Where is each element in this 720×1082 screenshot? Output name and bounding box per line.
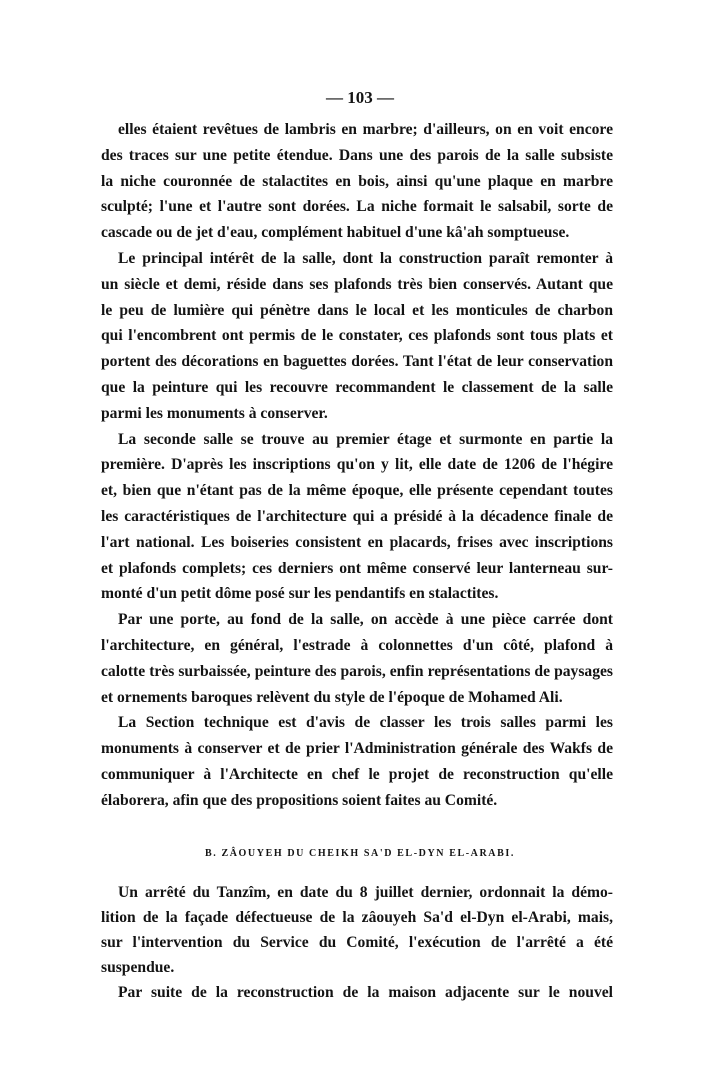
text-line: calotte très surbaissée, peinture des parois, enfin représentations de paysages [101,662,613,680]
text-line: les caractéristiques de l'architecture qui a présidé à la décadence finale de [101,507,613,525]
text-line: l'architecture, en général, l'estrade à colonnettes d'un côté, plafond à [101,636,613,654]
text-line: l'art national. Les boiseries consistent en placards, frises avec inscriptions [101,533,613,551]
text-line: des traces sur une petite étendue. Dans une des parois de la salle subsiste [101,146,613,164]
text-line: la niche couronnée de stalactites en bois, ainsi qu'une plaque en marbre [101,172,613,190]
text-line: qui l'encombrent ont permis de le constater, ces plafonds sont tous plats et [101,327,613,345]
text-line: que la peinture qui les recouvre recommandent le classement de la salle [101,378,613,396]
text-line: portent des décorations en baguettes dorées. Tant l'état de leur conservation [101,353,613,371]
text-line: le peu de lumière qui pénètre dans le local et les monticules de charbon [101,301,613,319]
text-line: elles étaient revêtues de lambris en marbre; d'ailleurs, on en voit encore [118,121,613,138]
text-line: monté d'un petit dôme posé sur les pendantifs en stalactites. [101,585,499,603]
text-line: Un arrêté du Tanzîm, en date du 8 juillet dernier, ordonnait la démo- [118,884,613,901]
text-line: Le principal intérêt de la salle, dont la construction paraît remonter à [118,249,613,267]
text-line: cascade ou de jet d'eau, complément habituel d'une kâ'ah somptueuse. [101,224,570,242]
text-line: lition de la façade défectueuse de la zâouyeh Sa'd el-Dyn el-Arabi, mais, [101,909,613,926]
text-line: et ornements baroques relèvent du style de l'époque de Mohamed Ali. [101,688,563,706]
section-body-1 [101,117,613,814]
section-body-2 [101,880,613,1005]
text-line: et plafonds complets; ces derniers ont même conservé leur lanterneau sur- [101,559,613,577]
page-number: — 103 — [326,88,394,107]
text-line: élaborera, afin que des propositions soient faites au Comité. [101,791,498,809]
text-line: sur l'intervention du Service du Comité, l'exécution de l'arrêté a été [101,934,613,951]
text-line: suspendue. [101,959,175,976]
text-line: La seconde salle se trouve au premier étage et surmonte en partie la [118,430,613,448]
text-line: sculpté; l'une et l'autre sont dorées. La niche formait le salsabil, sorte de [101,198,613,216]
text-line: et, bien que n'étant pas de la même époque, elle présente cependant toutes [101,482,613,500]
text-line: parmi les monuments à conserver. [101,404,328,422]
text-line: Par suite de la reconstruction de la maison adjacente sur le nouvel [118,984,613,1001]
text-line: monuments à conserver et de prier l'Administration générale des Wakfs de [101,740,613,758]
text-line: communiquer à l'Architecte en chef le projet de reconstruction qu'elle [101,765,613,783]
text-line: première. D'après les inscriptions qu'on y lit, elle date de 1206 de l'hégire [101,456,613,474]
section-heading: B. ZÂOUYEH DU CHEIKH SA'D EL-DYN EL-ARABI. [204,848,515,859]
text-line: La Section technique est d'avis de classer les trois salles parmi les [118,714,613,732]
text-line: Par une porte, au fond de la salle, on accède à une pièce carrée dont [118,611,613,629]
text-line: un siècle et demi, réside dans ses plafonds très bien conservés. Autant que [101,275,613,293]
